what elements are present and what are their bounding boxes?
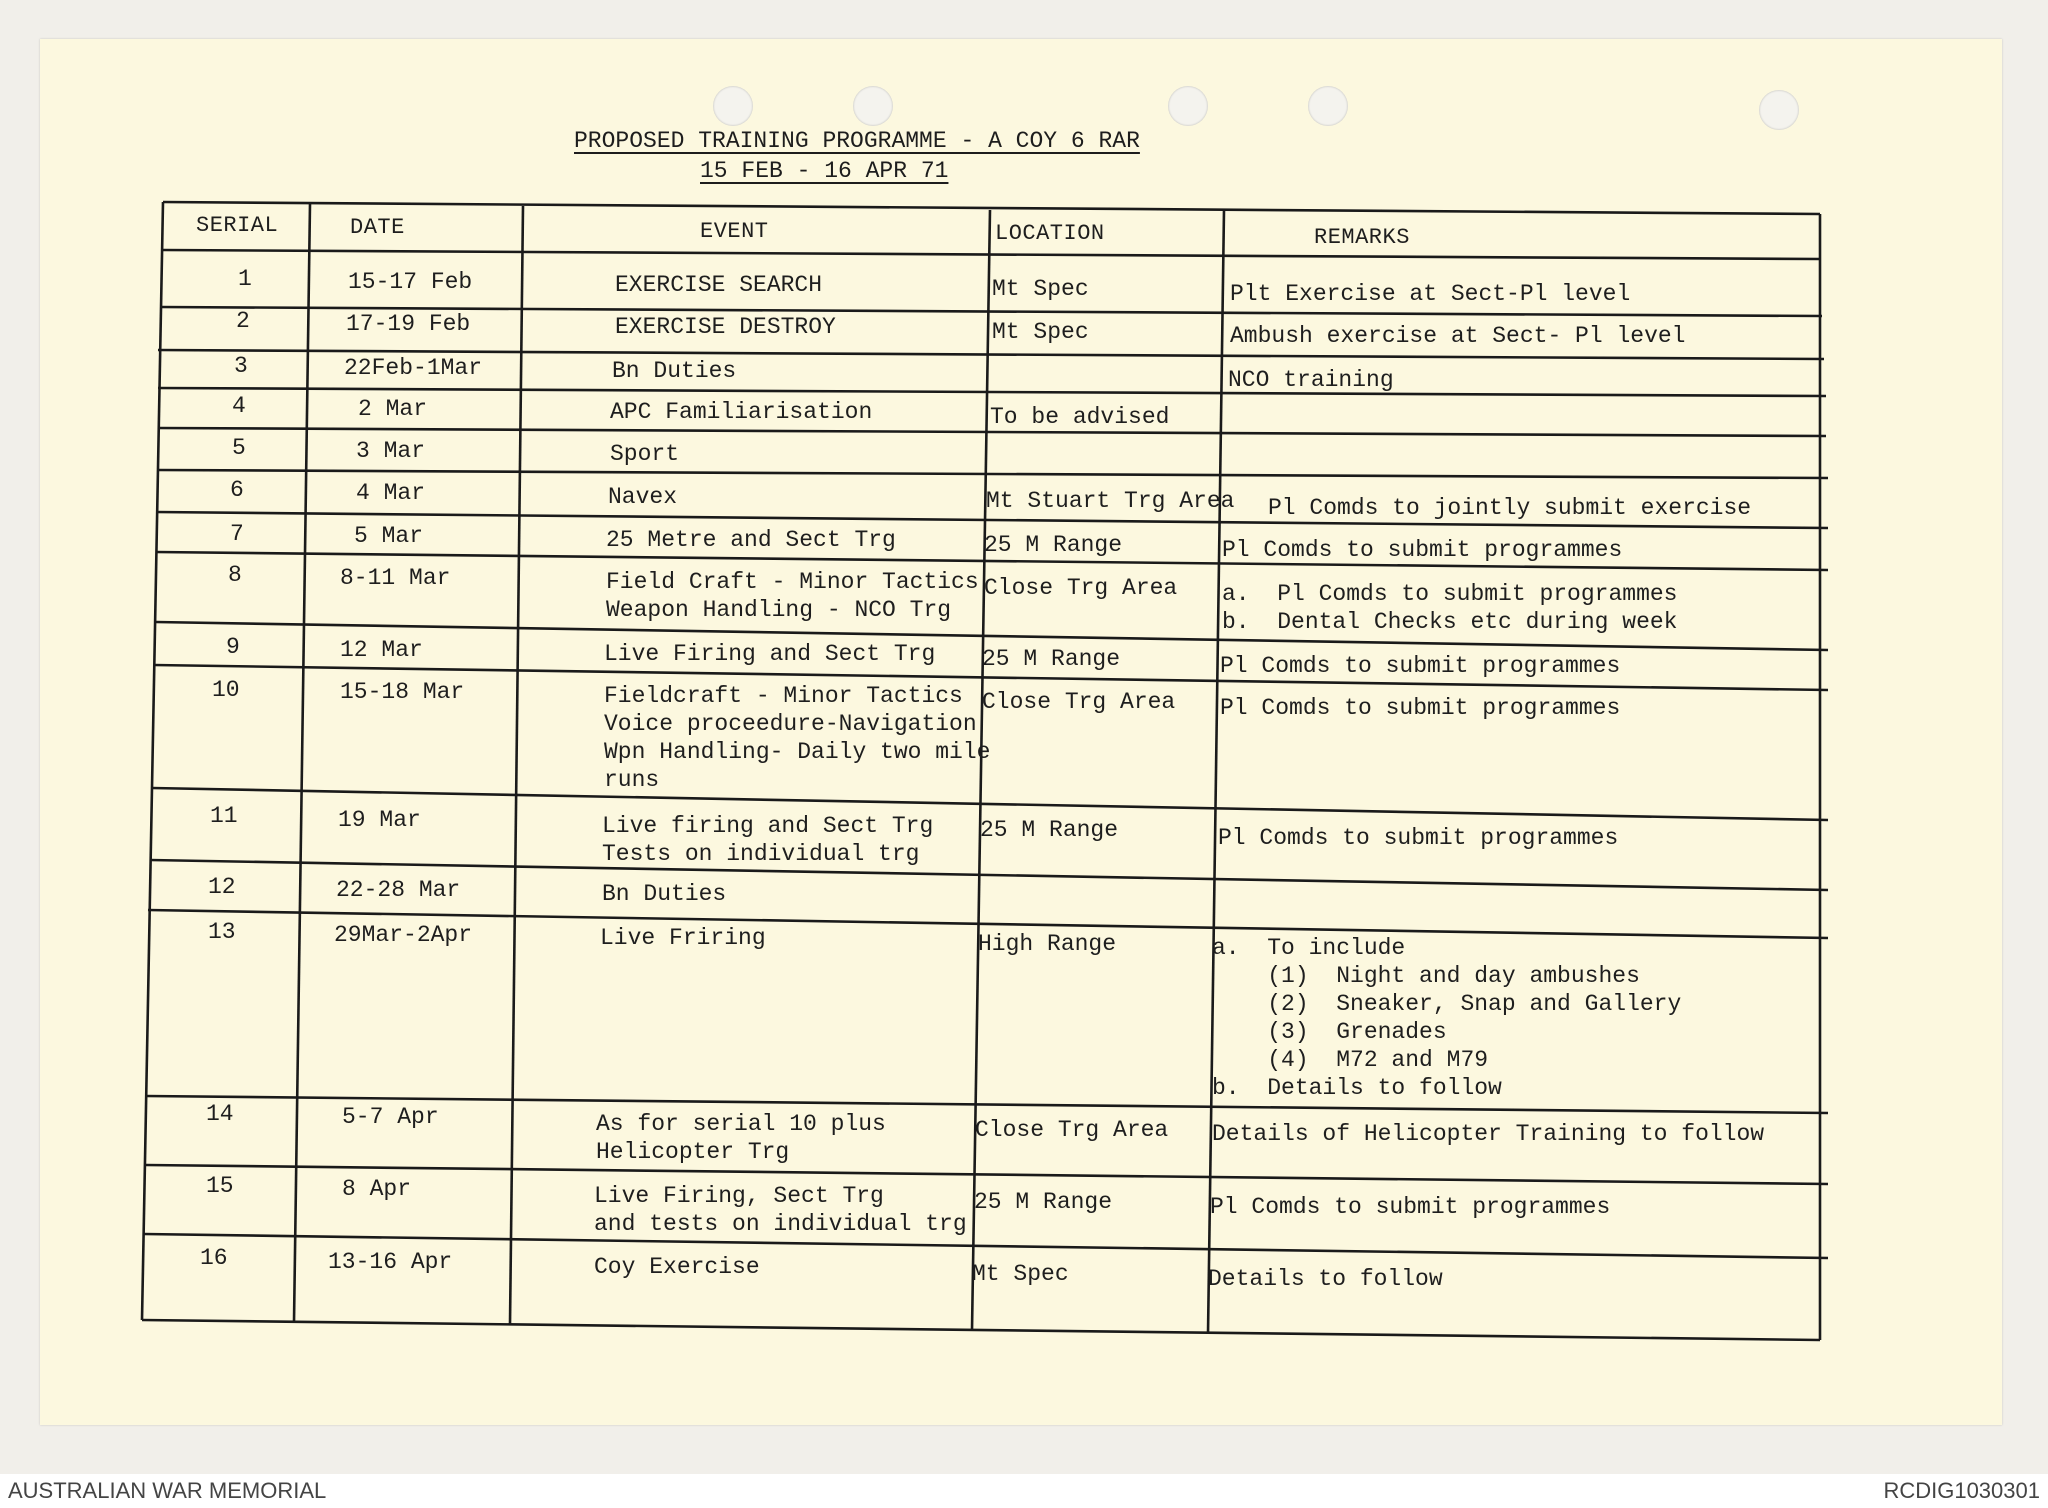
cell-location: Close Trg Area	[982, 689, 1176, 715]
cell-event: Navex	[608, 484, 678, 510]
cell-date: 22-28 Mar	[336, 877, 461, 903]
cell-remarks: a. To include (1) Night and day ambushes (2) Sneaker, Snap and Gallery (3) Grenades (4) M72 and M79 b. Details to follow	[1212, 935, 1682, 1101]
cell-remarks: Pl Comds to submit programmes	[1218, 825, 1619, 851]
cell-date: 29Mar-2Apr	[334, 922, 473, 948]
cell-date: 5 Mar	[354, 523, 424, 549]
cell-date: 5-7 Apr	[342, 1104, 439, 1130]
cell-serial: 12	[208, 874, 236, 900]
archive-footer	[0, 1474, 2048, 1508]
cell-serial: 11	[210, 803, 238, 829]
cell-remarks: a. Pl Comds to submit programmes b. Dental Checks etc during week	[1222, 581, 1678, 635]
cell-date: 19 Mar	[338, 807, 421, 833]
document-date-range: 15 FEB - 16 APR 71	[700, 158, 949, 184]
header-location: LOCATION	[995, 221, 1105, 246]
cell-serial: 9	[226, 634, 240, 660]
cell-remarks: NCO training	[1228, 367, 1394, 393]
cell-remarks: Pl Comds to submit programmes	[1220, 653, 1621, 679]
cell-serial: 7	[230, 521, 244, 547]
cell-date: 8-11 Mar	[340, 565, 451, 591]
cell-location: Mt Stuart Trg Area	[986, 488, 1235, 514]
cell-location: Close Trg Area	[984, 575, 1178, 601]
cell-location: High Range	[978, 931, 1117, 957]
cell-location: To be advised	[990, 404, 1170, 430]
cell-serial: 2	[236, 308, 250, 334]
cell-event: APC Familiarisation	[610, 399, 873, 425]
cell-location: Close Trg Area	[975, 1117, 1169, 1143]
cell-event: Field Craft - Minor Tactics Weapon Handling - NCO Trg	[606, 569, 979, 623]
cell-serial: 4	[232, 393, 246, 419]
cell-event: Live firing and Sect Trg Tests on individual trg	[602, 813, 934, 867]
cell-remarks: Pl Comds to submit programmes	[1220, 695, 1621, 721]
document-title: PROPOSED TRAINING PROGRAMME - A COY 6 RAR	[574, 128, 1140, 154]
cell-serial: 6	[230, 477, 244, 503]
cell-remarks: Ambush exercise at Sect- Pl level	[1230, 323, 1686, 349]
cell-serial: 14	[206, 1101, 234, 1127]
cell-date: 4 Mar	[356, 480, 426, 506]
cell-event: As for serial 10 plus Helicopter Trg	[596, 1111, 886, 1165]
cell-event: Live Firing and Sect Trg	[604, 641, 936, 667]
cell-serial: 5	[232, 435, 246, 461]
cell-event: Live Friring	[600, 925, 766, 951]
cell-location: 25 M Range	[974, 1189, 1113, 1215]
cell-remarks: Details to follow	[1208, 1266, 1443, 1292]
cell-serial: 1	[238, 266, 252, 292]
cell-event: EXERCISE SEARCH	[615, 272, 823, 298]
footer-institution: AUSTRALIAN WAR MEMORIAL	[8, 1478, 327, 1503]
header-remarks: REMARKS	[1314, 225, 1410, 250]
cell-location: 25 M Range	[982, 646, 1121, 672]
cell-remarks: Pl Comds to submit programmes	[1210, 1194, 1611, 1220]
cell-event: EXERCISE DESTROY	[615, 314, 836, 340]
cell-remarks: Plt Exercise at Sect-Pl level	[1230, 281, 1631, 307]
cell-location: 25 M Range	[980, 817, 1119, 843]
cell-remarks: Pl Comds to jointly submit exercise	[1268, 495, 1752, 521]
cell-event: Fieldcraft - Minor Tactics Voice proceedure-Navigation Wpn Handling- Daily two mile runs	[604, 683, 991, 793]
cell-event: Sport	[610, 441, 680, 467]
cell-serial: 15	[206, 1173, 234, 1199]
cell-serial: 3	[234, 353, 248, 379]
cell-remarks: Pl Comds to submit programmes	[1222, 537, 1623, 563]
cell-event: Live Firing, Sect Trg and tests on individual trg	[594, 1183, 967, 1237]
cell-location: Mt Spec	[992, 319, 1089, 345]
header-serial: SERIAL	[196, 213, 279, 238]
cell-date: 2 Mar	[358, 396, 428, 422]
header-date: DATE	[350, 215, 405, 240]
cell-location: Mt Spec	[972, 1261, 1069, 1287]
cell-date: 12 Mar	[340, 637, 423, 663]
cell-date: 15-17 Feb	[348, 269, 473, 295]
cell-date: 15-18 Mar	[340, 679, 465, 705]
cell-event: Coy Exercise	[594, 1254, 760, 1280]
cell-event: Bn Duties	[602, 881, 727, 907]
cell-date: 17-19 Feb	[346, 311, 471, 337]
cell-event: 25 Metre and Sect Trg	[606, 527, 896, 553]
cell-serial: 13	[208, 919, 236, 945]
cell-serial: 10	[212, 677, 240, 703]
cell-location: Mt Spec	[992, 276, 1089, 302]
cell-event: Bn Duties	[612, 358, 737, 384]
cell-serial: 16	[200, 1245, 228, 1271]
cell-serial: 8	[228, 562, 242, 588]
cell-location: 25 M Range	[984, 532, 1123, 558]
cell-date: 3 Mar	[356, 438, 426, 464]
cell-remarks: Details of Helicopter Training to follow	[1212, 1121, 1765, 1147]
cell-date: 22Feb-1Mar	[344, 355, 483, 381]
footer-reference-id: RCDIG1030301	[1883, 1478, 2040, 1503]
cell-date: 8 Apr	[342, 1176, 412, 1202]
cell-date: 13-16 Apr	[328, 1249, 453, 1275]
header-event: EVENT	[700, 219, 769, 244]
